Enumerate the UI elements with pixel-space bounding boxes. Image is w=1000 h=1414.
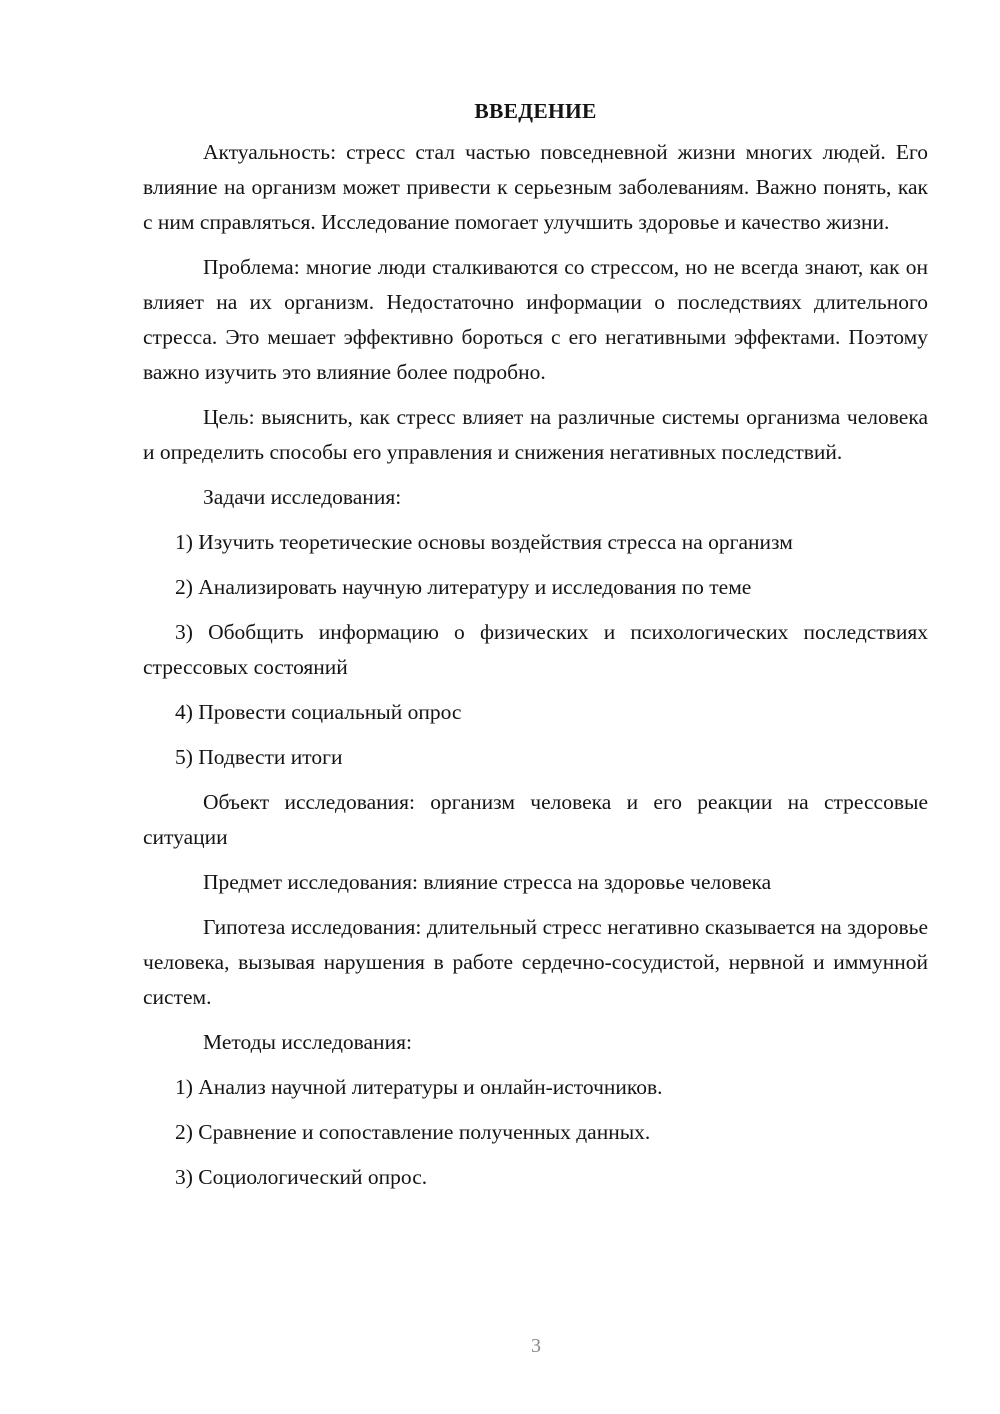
relevance-paragraph: Актуальность: стресс стал частью повседневной жизни многих людей. Его влияние на организм может привести к серьезным заболеваниям. Важно понять, как с ним справляться. Исследование помогает улучшить здоровье и качество жизни. (143, 140, 928, 234)
page-number: 3 (531, 1335, 541, 1357)
task-item-1: 1) Изучить теоретические основы воздействия стресса на организм (175, 530, 793, 554)
task-item-2: 2) Анализировать научную литературу и исследования по теме (175, 575, 752, 599)
task-item-4: 4) Провести социальный опрос (175, 700, 462, 724)
subject-paragraph: Предмет исследования: влияние стресса на здоровье человека (203, 870, 772, 894)
page-content (143, 94, 928, 1205)
object-paragraph: Объект исследования: организм человека и его реакции на стрессовые ситуации (143, 790, 928, 849)
hypothesis-paragraph: Гипотеза исследования: длительный стресс негативно сказывается на здоровье человека, вызывая нарушения в работе сердечно-сосудистой, нервной и иммунной систем. (143, 915, 928, 1009)
page-title: ВВЕДЕНИЕ (474, 99, 597, 123)
tasks-heading: Задачи исследования: (203, 485, 402, 509)
problem-paragraph: Проблема: многие люди сталкиваются со стрессом, но не всегда знают, как он влияет на их организм. Недостаточно информации о последствиях длительного стресса. Это мешает эффективно бороться с его негативными эффектами. Поэтому важно изучить это влияние более подробно. (143, 255, 928, 384)
methods-heading: Методы исследования: (203, 1030, 412, 1054)
task-item-3: 3) Обобщить информацию о физических и психологических последствиях стрессовых состояний (143, 620, 928, 679)
method-item-2: 2) Сравнение и сопоставление полученных данных. (175, 1120, 651, 1144)
task-item-5: 5) Подвести итоги (175, 745, 343, 769)
method-item-3: 3) Социологический опрос. (175, 1165, 428, 1189)
method-item-1: 1) Анализ научной литературы и онлайн-источников. (175, 1075, 663, 1099)
goal-paragraph: Цель: выяснить, как стресс влияет на различные системы организма человека и определить способы его управления и снижения негативных последствий. (143, 405, 928, 464)
